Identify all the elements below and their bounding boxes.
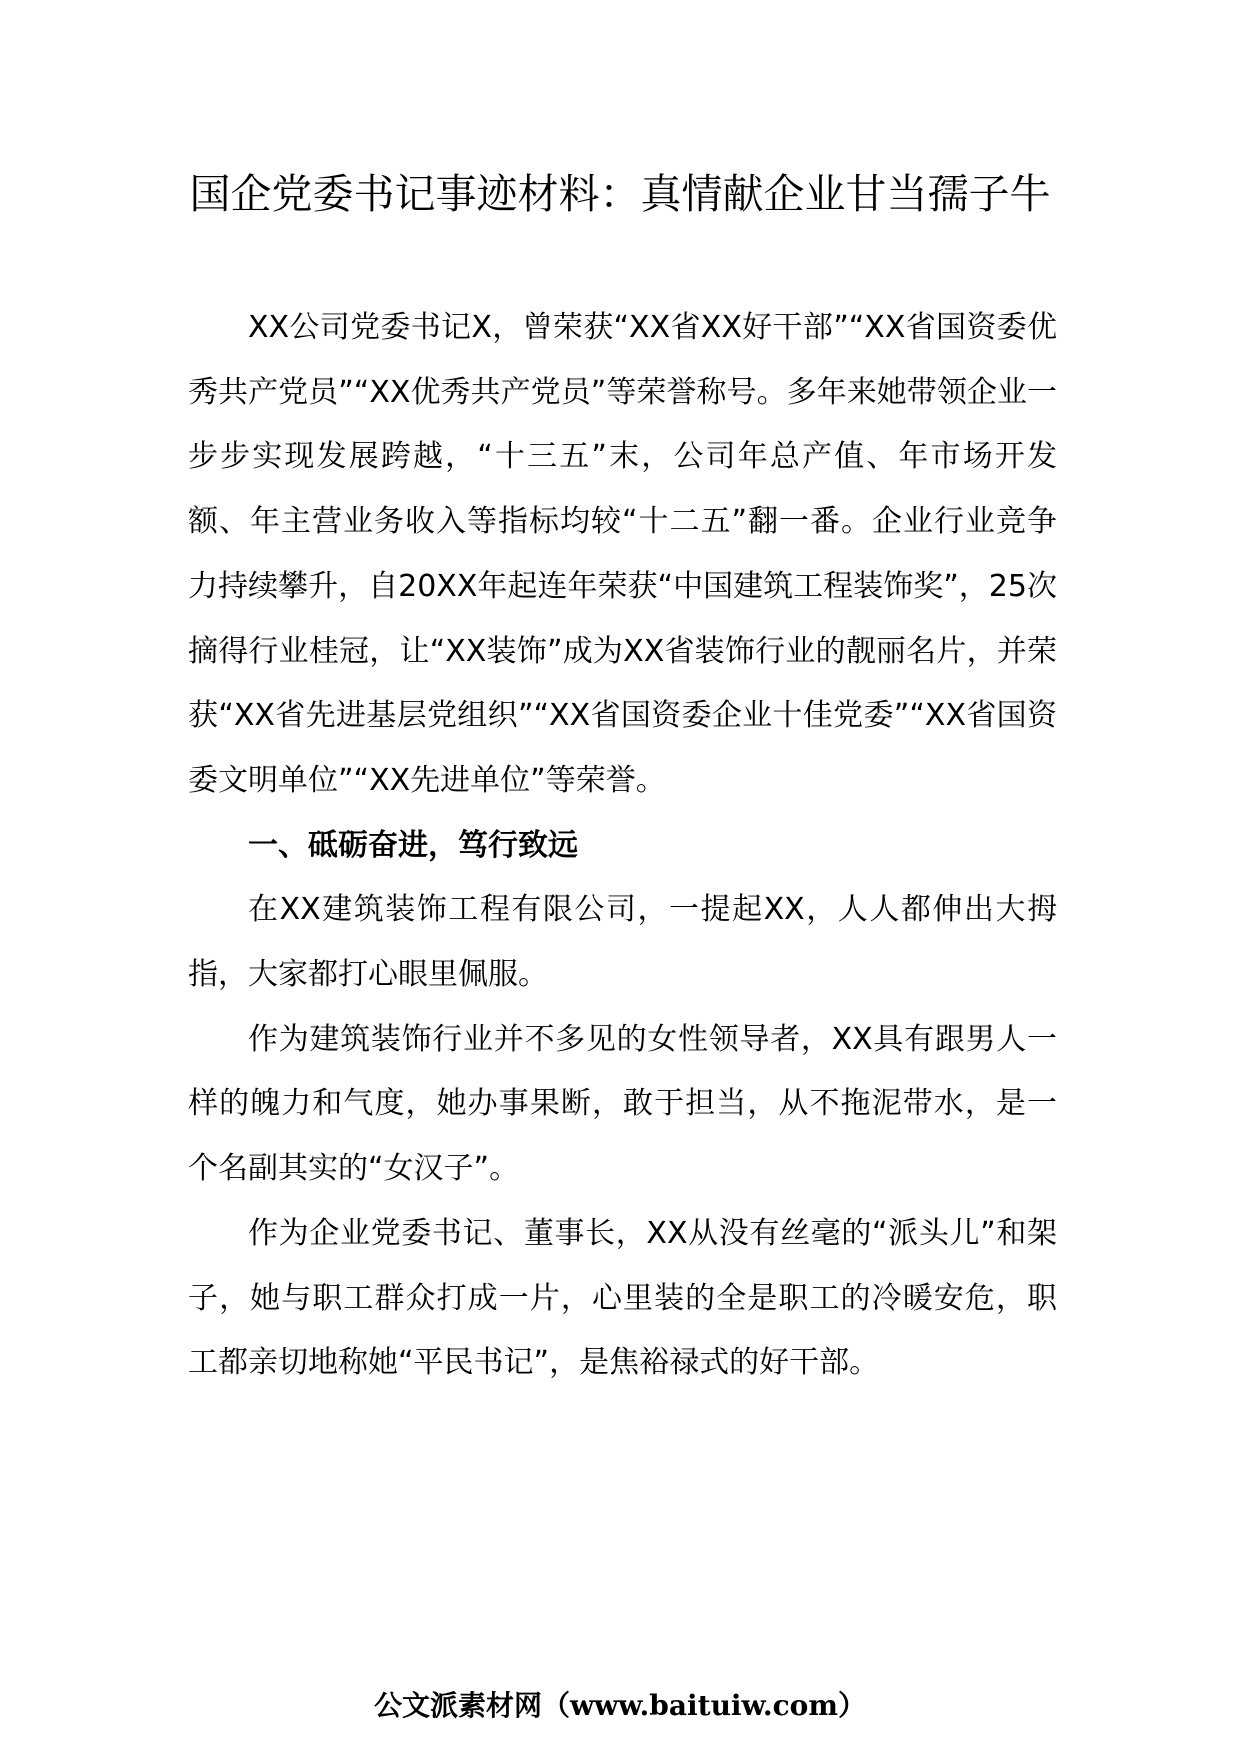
section-heading: 一、砥砺奋进，笃行致远 bbox=[248, 827, 578, 863]
document-body bbox=[188, 296, 1057, 1396]
footer-watermark: 公文派素材网（www.baituiw.com） bbox=[374, 1689, 866, 1722]
section-paragraph-2: 作为建筑装饰行业并不多见的女性领导者，XX具有跟男人一样的魄力和气度，她办事果断，敢于担当，从不拖泥带水，是一个名副其实的“女汉子”。 bbox=[188, 1021, 1057, 1187]
intro-paragraph: XX公司党委书记X，曾荣获“XX省XX好干部”“XX省国资委优秀共产党员”“XX优秀共产党员”等荣誉称号。多年来她带领企业一步步实现发展跨越，“十三五”末，公司年总产值、年市场开发额、年主营业务收入等指标均较“十二五”翻一番。企业行业竞争力持续攀升，自20XX年起连年荣获“中国建筑工程装饰奖”，25次摘得行业桂冠，让“XX装饰”成为XX省装饰行业的靓丽名片，并荣获“XX省先进基层党组织”“XX省国资委企业十佳党委”“XX省国资委文明单位”“XX先进单位”等荣誉。 bbox=[188, 310, 1057, 798]
section-paragraph-1: 在XX建筑装饰工程有限公司，一提起XX，人人都伸出大拇指，大家都打心眼里佩服。 bbox=[188, 892, 1057, 993]
section-paragraph-3: 作为企业党委书记、董事长，XX从没有丝毫的“派头儿”和架子，她与职工群众打成一片，心里装的全是职工的冷暖安危，职工都亲切地称她“平民书记”，是焦裕禄式的好干部。 bbox=[188, 1215, 1057, 1381]
document-title: 国企党委书记事迹材料：真情献企业甘当孺子牛 bbox=[189, 170, 1051, 218]
